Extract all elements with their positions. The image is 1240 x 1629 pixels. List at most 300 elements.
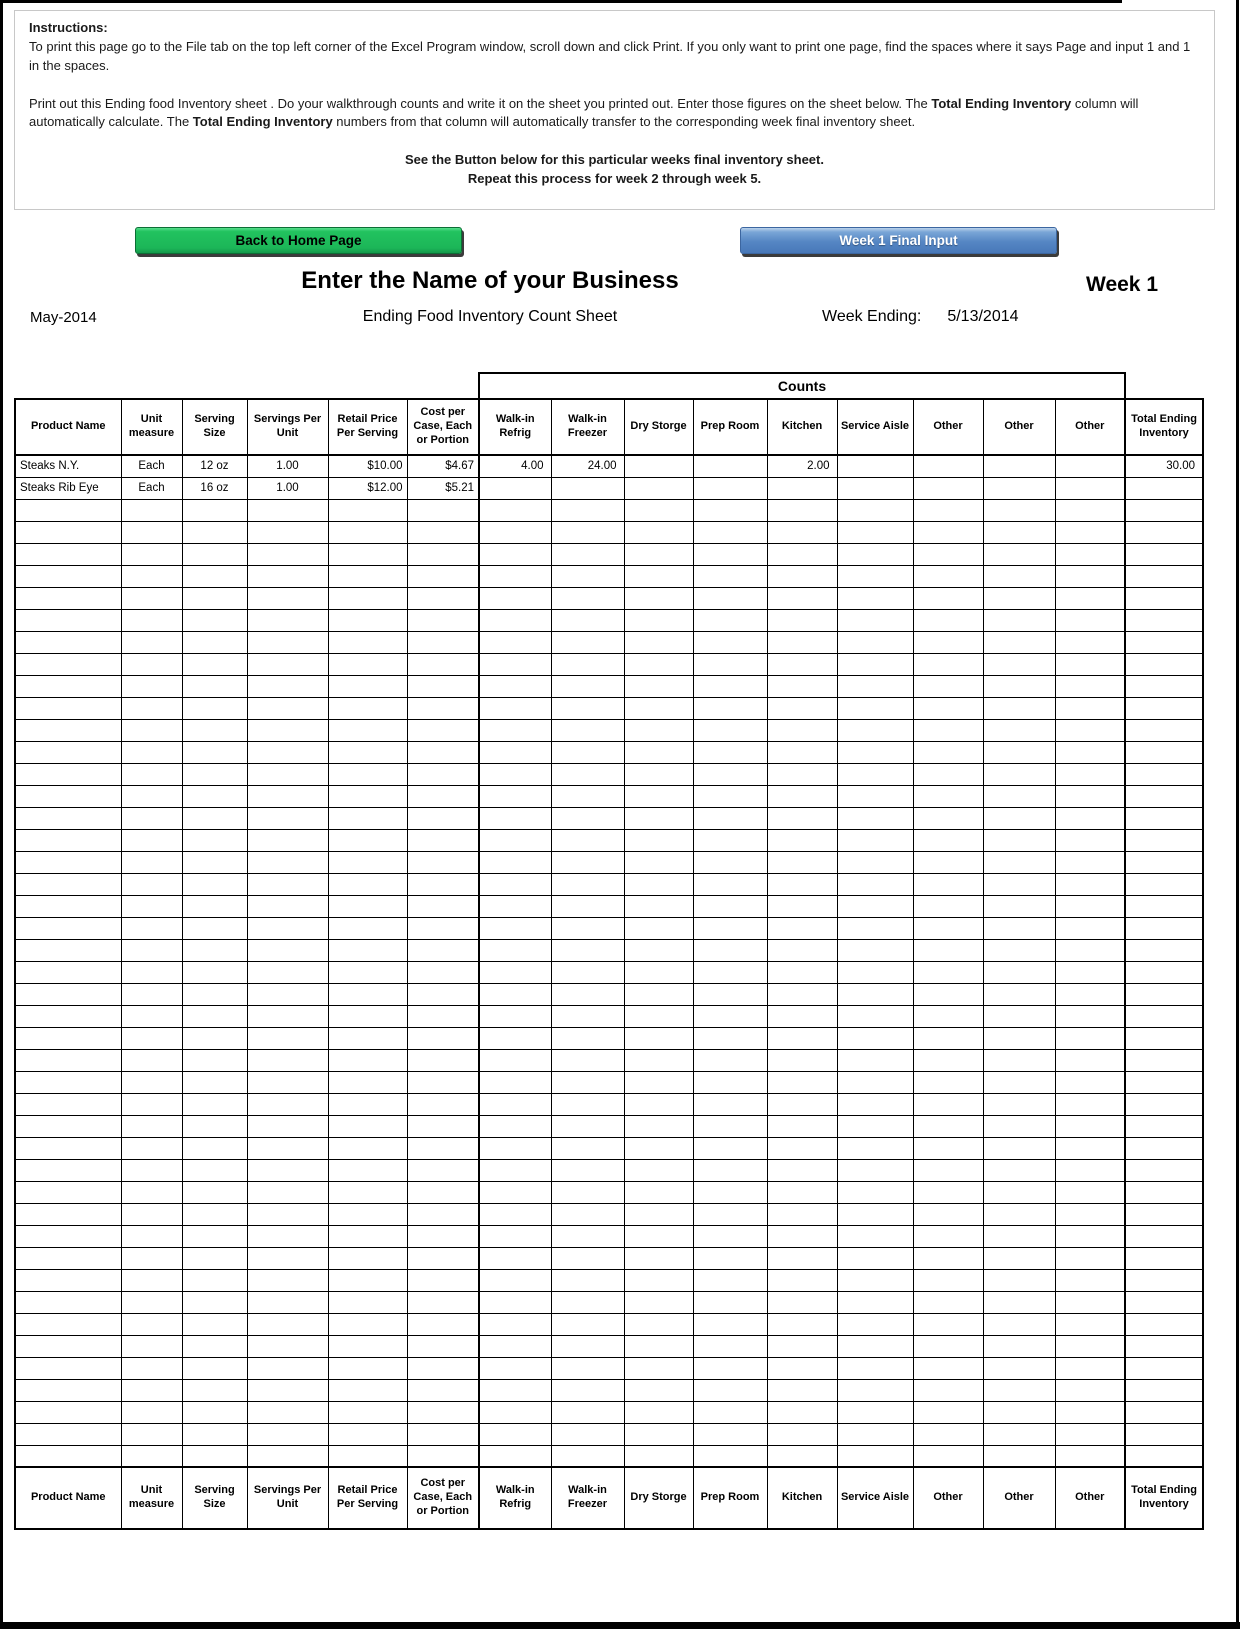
table-cell[interactable]: [624, 1379, 693, 1401]
table-cell[interactable]: [1055, 675, 1125, 697]
table-cell[interactable]: [983, 697, 1055, 719]
table-cell[interactable]: [983, 1247, 1055, 1269]
table-cell[interactable]: [837, 939, 913, 961]
table-cell[interactable]: [551, 917, 624, 939]
table-cell[interactable]: [767, 1269, 837, 1291]
table-cell[interactable]: [121, 631, 182, 653]
table-cell[interactable]: [479, 807, 551, 829]
table-cell[interactable]: [624, 763, 693, 785]
table-cell[interactable]: [121, 587, 182, 609]
table-cell[interactable]: [247, 1027, 328, 1049]
table-cell[interactable]: [837, 653, 913, 675]
table-cell[interactable]: [913, 741, 983, 763]
table-cell[interactable]: [837, 675, 913, 697]
table-cell[interactable]: [479, 851, 551, 873]
table-cell[interactable]: [624, 499, 693, 521]
table-cell[interactable]: [983, 807, 1055, 829]
table-cell[interactable]: [121, 697, 182, 719]
table-cell[interactable]: [1055, 1335, 1125, 1357]
table-cell[interactable]: [407, 785, 479, 807]
table-cell[interactable]: [407, 1313, 479, 1335]
table-cell[interactable]: [328, 631, 407, 653]
table-cell[interactable]: [624, 631, 693, 653]
table-cell[interactable]: [15, 653, 121, 675]
table-cell[interactable]: [1125, 1181, 1203, 1203]
table-cell[interactable]: [407, 741, 479, 763]
table-cell[interactable]: [407, 1203, 479, 1225]
table-cell[interactable]: [767, 1335, 837, 1357]
table-cell[interactable]: [983, 455, 1055, 477]
table-cell[interactable]: [1125, 697, 1203, 719]
table-cell[interactable]: [182, 939, 247, 961]
table-cell[interactable]: [121, 1071, 182, 1093]
table-cell[interactable]: [1125, 807, 1203, 829]
table-cell[interactable]: [983, 1401, 1055, 1423]
table-cell[interactable]: [1055, 961, 1125, 983]
table-cell[interactable]: [1055, 1269, 1125, 1291]
table-cell[interactable]: $5.21: [407, 477, 479, 499]
table-cell[interactable]: [767, 587, 837, 609]
table-cell[interactable]: 12 oz: [182, 455, 247, 477]
table-cell[interactable]: [913, 1203, 983, 1225]
table-cell[interactable]: [1125, 1027, 1203, 1049]
table-cell[interactable]: [913, 895, 983, 917]
table-cell[interactable]: [624, 1049, 693, 1071]
table-cell[interactable]: [983, 521, 1055, 543]
table-cell[interactable]: [693, 653, 767, 675]
table-cell[interactable]: [479, 1357, 551, 1379]
table-cell[interactable]: [479, 565, 551, 587]
table-cell[interactable]: [407, 1335, 479, 1357]
table-cell[interactable]: [693, 1027, 767, 1049]
table-cell[interactable]: [551, 587, 624, 609]
table-cell[interactable]: [983, 1423, 1055, 1445]
table-cell[interactable]: [837, 741, 913, 763]
table-cell[interactable]: [121, 807, 182, 829]
table-cell[interactable]: [767, 609, 837, 631]
table-cell[interactable]: [551, 763, 624, 785]
table-cell[interactable]: [247, 1313, 328, 1335]
table-cell[interactable]: [479, 1335, 551, 1357]
table-cell[interactable]: [328, 1115, 407, 1137]
table-cell[interactable]: [247, 763, 328, 785]
table-cell[interactable]: [247, 653, 328, 675]
table-cell[interactable]: [1055, 1313, 1125, 1335]
table-cell[interactable]: [407, 1049, 479, 1071]
table-cell[interactable]: [913, 697, 983, 719]
table-cell[interactable]: [1055, 653, 1125, 675]
table-cell[interactable]: [479, 785, 551, 807]
table-cell[interactable]: [1125, 1335, 1203, 1357]
table-cell[interactable]: [551, 785, 624, 807]
table-cell[interactable]: [15, 631, 121, 653]
table-cell[interactable]: [837, 565, 913, 587]
table-cell[interactable]: [247, 1269, 328, 1291]
table-cell[interactable]: [1125, 1159, 1203, 1181]
table-cell[interactable]: [913, 961, 983, 983]
table-cell[interactable]: [182, 983, 247, 1005]
table-cell[interactable]: [624, 939, 693, 961]
table-cell[interactable]: [328, 1269, 407, 1291]
table-cell[interactable]: [624, 873, 693, 895]
table-cell[interactable]: [328, 851, 407, 873]
table-cell[interactable]: [328, 521, 407, 543]
table-cell[interactable]: [121, 675, 182, 697]
table-cell[interactable]: [693, 477, 767, 499]
table-cell[interactable]: [479, 499, 551, 521]
table-cell[interactable]: [479, 477, 551, 499]
table-cell[interactable]: [913, 719, 983, 741]
table-cell[interactable]: [983, 1027, 1055, 1049]
table-cell[interactable]: [693, 961, 767, 983]
table-cell[interactable]: [407, 1247, 479, 1269]
table-cell[interactable]: [767, 675, 837, 697]
table-cell[interactable]: [983, 1269, 1055, 1291]
table-cell[interactable]: [121, 1005, 182, 1027]
table-cell[interactable]: [624, 1423, 693, 1445]
table-cell[interactable]: [913, 1401, 983, 1423]
table-cell[interactable]: [407, 763, 479, 785]
table-cell[interactable]: [15, 939, 121, 961]
table-cell[interactable]: [551, 1181, 624, 1203]
table-cell[interactable]: [328, 1401, 407, 1423]
table-cell[interactable]: [247, 543, 328, 565]
table-cell[interactable]: [1125, 1049, 1203, 1071]
table-cell[interactable]: [121, 719, 182, 741]
table-cell[interactable]: [624, 917, 693, 939]
table-cell[interactable]: [407, 1115, 479, 1137]
table-cell[interactable]: [328, 785, 407, 807]
table-cell[interactable]: [15, 1203, 121, 1225]
table-cell[interactable]: [15, 1423, 121, 1445]
table-cell[interactable]: [767, 1159, 837, 1181]
table-cell[interactable]: [121, 939, 182, 961]
table-cell[interactable]: [1055, 609, 1125, 631]
table-cell[interactable]: [983, 1049, 1055, 1071]
table-cell[interactable]: [15, 851, 121, 873]
table-cell[interactable]: [328, 895, 407, 917]
table-cell[interactable]: [247, 917, 328, 939]
table-cell[interactable]: [479, 1291, 551, 1313]
table-cell[interactable]: [121, 499, 182, 521]
table-cell[interactable]: [551, 1005, 624, 1027]
table-cell[interactable]: [693, 807, 767, 829]
table-cell[interactable]: [182, 873, 247, 895]
table-cell[interactable]: [551, 895, 624, 917]
table-cell[interactable]: [407, 961, 479, 983]
table-cell[interactable]: [1055, 873, 1125, 895]
table-cell[interactable]: [247, 1335, 328, 1357]
table-cell[interactable]: [328, 1005, 407, 1027]
table-cell[interactable]: [837, 763, 913, 785]
table-cell[interactable]: [1125, 587, 1203, 609]
table-cell[interactable]: [121, 961, 182, 983]
table-cell[interactable]: [15, 587, 121, 609]
table-cell[interactable]: [767, 653, 837, 675]
table-cell[interactable]: [1125, 477, 1203, 499]
table-cell[interactable]: [182, 631, 247, 653]
table-cell[interactable]: [15, 1005, 121, 1027]
table-cell[interactable]: [1055, 1093, 1125, 1115]
table-cell[interactable]: [479, 1445, 551, 1467]
table-cell[interactable]: [121, 1379, 182, 1401]
table-cell[interactable]: [1055, 565, 1125, 587]
table-cell[interactable]: [551, 1049, 624, 1071]
table-cell[interactable]: [1055, 1181, 1125, 1203]
table-cell[interactable]: [479, 1115, 551, 1137]
table-cell[interactable]: [767, 1357, 837, 1379]
table-cell[interactable]: [983, 1115, 1055, 1137]
table-cell[interactable]: [182, 1027, 247, 1049]
table-cell[interactable]: [1125, 829, 1203, 851]
table-cell[interactable]: [1125, 675, 1203, 697]
table-cell[interactable]: [1125, 653, 1203, 675]
table-cell[interactable]: [693, 499, 767, 521]
table-cell[interactable]: [328, 1159, 407, 1181]
table-cell[interactable]: [328, 873, 407, 895]
table-cell[interactable]: [247, 1093, 328, 1115]
table-cell[interactable]: [1125, 1291, 1203, 1313]
table-cell[interactable]: [913, 499, 983, 521]
table-cell[interactable]: [913, 1335, 983, 1357]
table-cell[interactable]: [767, 939, 837, 961]
table-cell[interactable]: [182, 1291, 247, 1313]
table-cell[interactable]: [407, 675, 479, 697]
table-cell[interactable]: [913, 565, 983, 587]
table-cell[interactable]: Each: [121, 477, 182, 499]
table-cell[interactable]: [328, 1225, 407, 1247]
table-cell[interactable]: [15, 499, 121, 521]
table-cell[interactable]: [693, 1049, 767, 1071]
table-cell[interactable]: [551, 1379, 624, 1401]
table-cell[interactable]: [479, 939, 551, 961]
table-cell[interactable]: $10.00: [328, 455, 407, 477]
table-cell[interactable]: [328, 675, 407, 697]
table-cell[interactable]: [182, 543, 247, 565]
table-cell[interactable]: [121, 1093, 182, 1115]
table-cell[interactable]: [767, 543, 837, 565]
table-cell[interactable]: [121, 1027, 182, 1049]
table-cell[interactable]: [837, 983, 913, 1005]
table-cell[interactable]: [1055, 1159, 1125, 1181]
table-cell[interactable]: [182, 895, 247, 917]
table-cell[interactable]: [624, 719, 693, 741]
table-cell[interactable]: [1055, 719, 1125, 741]
table-cell[interactable]: [693, 455, 767, 477]
table-cell[interactable]: [551, 719, 624, 741]
table-cell[interactable]: [1055, 1247, 1125, 1269]
table-cell[interactable]: [328, 653, 407, 675]
table-cell[interactable]: [247, 1225, 328, 1247]
table-cell[interactable]: [913, 939, 983, 961]
table-cell[interactable]: [407, 1225, 479, 1247]
table-cell[interactable]: [328, 609, 407, 631]
table-cell[interactable]: [983, 895, 1055, 917]
table-cell[interactable]: [767, 741, 837, 763]
table-cell[interactable]: [247, 521, 328, 543]
table-cell[interactable]: [693, 763, 767, 785]
table-cell[interactable]: [624, 1291, 693, 1313]
table-cell[interactable]: [328, 719, 407, 741]
table-cell[interactable]: [693, 1159, 767, 1181]
table-cell[interactable]: [837, 851, 913, 873]
table-cell[interactable]: [328, 565, 407, 587]
table-cell[interactable]: [328, 1291, 407, 1313]
table-cell[interactable]: [1055, 939, 1125, 961]
table-cell[interactable]: [247, 1247, 328, 1269]
table-cell[interactable]: [15, 763, 121, 785]
table-cell[interactable]: [551, 543, 624, 565]
table-cell[interactable]: [1125, 1445, 1203, 1467]
table-cell[interactable]: [479, 719, 551, 741]
table-cell[interactable]: [479, 631, 551, 653]
table-cell[interactable]: [15, 697, 121, 719]
table-cell[interactable]: [407, 697, 479, 719]
table-cell[interactable]: [913, 1291, 983, 1313]
table-cell[interactable]: [1055, 1401, 1125, 1423]
table-cell[interactable]: [121, 1247, 182, 1269]
table-cell[interactable]: [407, 1445, 479, 1467]
table-cell[interactable]: [551, 499, 624, 521]
table-cell[interactable]: [983, 587, 1055, 609]
table-cell[interactable]: [182, 719, 247, 741]
table-cell[interactable]: [182, 499, 247, 521]
table-cell[interactable]: [479, 1159, 551, 1181]
table-cell[interactable]: [182, 1181, 247, 1203]
table-cell[interactable]: [407, 609, 479, 631]
table-cell[interactable]: [15, 1181, 121, 1203]
table-cell[interactable]: [1125, 1269, 1203, 1291]
table-cell[interactable]: [1055, 477, 1125, 499]
table-cell[interactable]: [328, 829, 407, 851]
table-cell[interactable]: [328, 543, 407, 565]
table-cell[interactable]: [247, 1005, 328, 1027]
table-cell[interactable]: [983, 1005, 1055, 1027]
table-cell[interactable]: [15, 1379, 121, 1401]
table-cell[interactable]: [1055, 1379, 1125, 1401]
table-cell[interactable]: [479, 653, 551, 675]
table-cell[interactable]: [1125, 543, 1203, 565]
table-cell[interactable]: [15, 675, 121, 697]
table-cell[interactable]: [837, 1247, 913, 1269]
table-cell[interactable]: [983, 653, 1055, 675]
table-cell[interactable]: [407, 1401, 479, 1423]
table-cell[interactable]: [624, 653, 693, 675]
table-cell[interactable]: [837, 895, 913, 917]
table-cell[interactable]: [551, 1335, 624, 1357]
table-cell[interactable]: [693, 873, 767, 895]
table-cell[interactable]: [913, 1071, 983, 1093]
table-cell[interactable]: [1125, 1357, 1203, 1379]
table-cell[interactable]: [913, 587, 983, 609]
table-cell[interactable]: [551, 675, 624, 697]
table-cell[interactable]: [1125, 719, 1203, 741]
table-cell[interactable]: [247, 1115, 328, 1137]
table-cell[interactable]: [983, 499, 1055, 521]
table-cell[interactable]: [1125, 873, 1203, 895]
table-cell[interactable]: [479, 1401, 551, 1423]
table-cell[interactable]: [693, 917, 767, 939]
table-cell[interactable]: [15, 1093, 121, 1115]
table-cell[interactable]: [1055, 763, 1125, 785]
table-cell[interactable]: [767, 1313, 837, 1335]
table-cell[interactable]: [551, 521, 624, 543]
table-cell[interactable]: [983, 1291, 1055, 1313]
table-cell[interactable]: [767, 697, 837, 719]
table-cell[interactable]: [407, 587, 479, 609]
table-cell[interactable]: [913, 1313, 983, 1335]
table-cell[interactable]: [407, 917, 479, 939]
table-cell[interactable]: [121, 1401, 182, 1423]
table-cell[interactable]: [407, 1269, 479, 1291]
table-cell[interactable]: [551, 851, 624, 873]
table-cell[interactable]: [624, 1071, 693, 1093]
table-cell[interactable]: [247, 499, 328, 521]
table-cell[interactable]: [767, 1137, 837, 1159]
table-cell[interactable]: [328, 1093, 407, 1115]
table-cell[interactable]: [624, 1005, 693, 1027]
table-cell[interactable]: [624, 1027, 693, 1049]
table-cell[interactable]: [837, 543, 913, 565]
table-cell[interactable]: [121, 741, 182, 763]
table-cell[interactable]: [767, 719, 837, 741]
table-cell[interactable]: [121, 521, 182, 543]
table-cell[interactable]: [247, 1445, 328, 1467]
table-cell[interactable]: [479, 1049, 551, 1071]
table-cell[interactable]: [837, 587, 913, 609]
table-cell[interactable]: [479, 543, 551, 565]
table-cell[interactable]: [983, 477, 1055, 499]
table-cell[interactable]: [837, 1005, 913, 1027]
table-cell[interactable]: [407, 983, 479, 1005]
table-cell[interactable]: [551, 961, 624, 983]
table-cell[interactable]: [693, 1379, 767, 1401]
table-cell[interactable]: [479, 961, 551, 983]
table-cell[interactable]: [693, 1203, 767, 1225]
table-cell[interactable]: [837, 1137, 913, 1159]
table-cell[interactable]: [767, 1445, 837, 1467]
table-cell[interactable]: Each: [121, 455, 182, 477]
table-cell[interactable]: [1125, 1093, 1203, 1115]
table-cell[interactable]: [1055, 1049, 1125, 1071]
table-cell[interactable]: [479, 587, 551, 609]
table-cell[interactable]: [913, 851, 983, 873]
table-cell[interactable]: [693, 543, 767, 565]
table-cell[interactable]: [479, 1027, 551, 1049]
table-cell[interactable]: [767, 873, 837, 895]
table-cell[interactable]: [407, 1379, 479, 1401]
table-cell[interactable]: [983, 785, 1055, 807]
table-cell[interactable]: [624, 565, 693, 587]
table-cell[interactable]: [913, 1027, 983, 1049]
table-cell[interactable]: [328, 587, 407, 609]
table-cell[interactable]: [407, 1093, 479, 1115]
table-cell[interactable]: [1125, 631, 1203, 653]
table-cell[interactable]: [479, 1137, 551, 1159]
table-cell[interactable]: [767, 521, 837, 543]
table-cell[interactable]: [624, 1357, 693, 1379]
table-cell[interactable]: [407, 1357, 479, 1379]
table-cell[interactable]: [983, 1181, 1055, 1203]
table-cell[interactable]: [1125, 917, 1203, 939]
table-cell[interactable]: [837, 521, 913, 543]
table-cell[interactable]: [479, 1313, 551, 1335]
table-cell[interactable]: [837, 873, 913, 895]
table-cell[interactable]: [837, 455, 913, 477]
table-cell[interactable]: [1055, 697, 1125, 719]
table-cell[interactable]: [1055, 1357, 1125, 1379]
table-cell[interactable]: [837, 719, 913, 741]
